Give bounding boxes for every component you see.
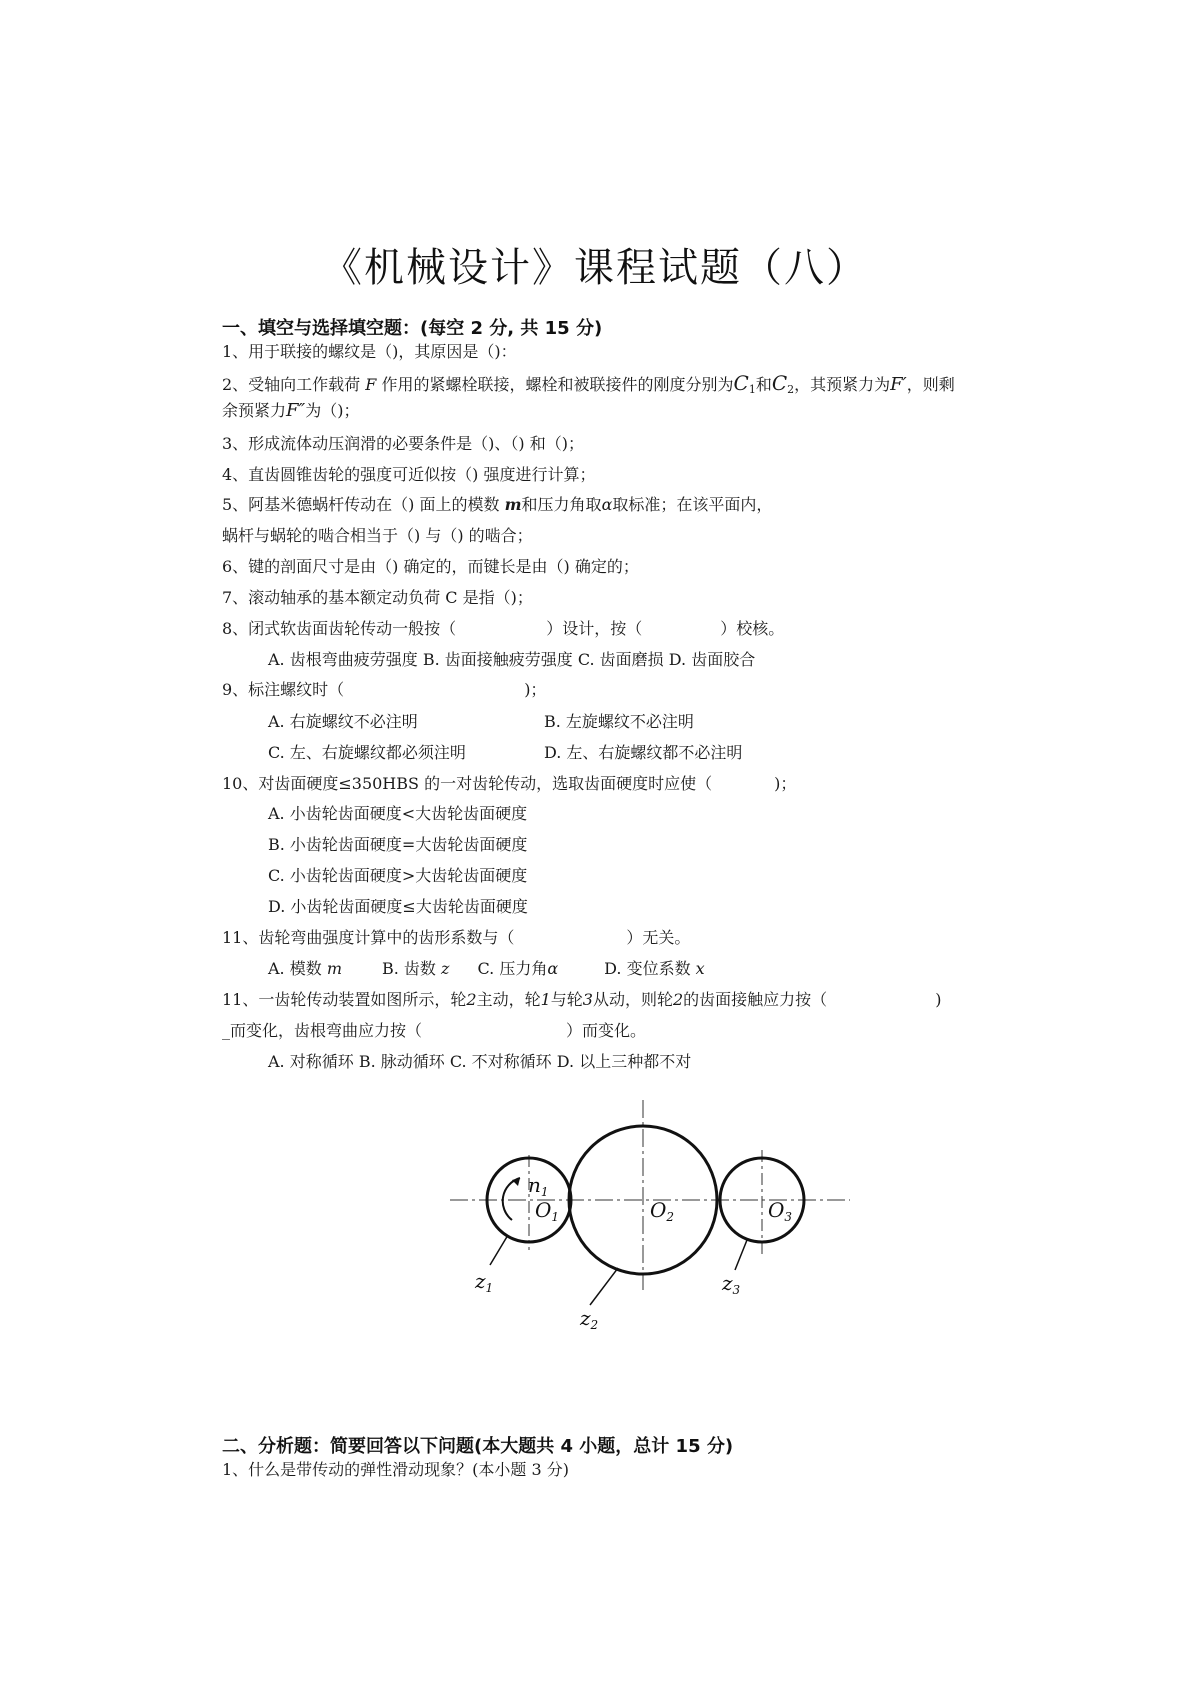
stiffness-c2-sub: 2	[787, 383, 795, 396]
z3-leader-line	[735, 1240, 747, 1270]
question-12-text-g: _而变化，齿根弯曲应力按（	[222, 1021, 423, 1040]
question-8-options: A. 齿根弯曲疲劳强度 B. 齿面接触疲劳强度 C. 齿面磨损 D. 齿面胶合	[268, 650, 756, 669]
rotation-n1-label: $n_1$	[528, 1173, 549, 1199]
question-12-text-e: 的齿面接触应力按（	[683, 990, 828, 1009]
stiffness-c2-symbol: C	[771, 371, 788, 395]
question-7: 7、滚动轴承的基本额定动负荷 C 是指（)；	[222, 588, 533, 607]
center-o2-label: $O_2$	[650, 1198, 675, 1224]
stiffness-c1-symbol: C	[733, 371, 749, 395]
question-12-text-b: 主动，轮	[476, 990, 541, 1009]
question-8-text-a: 8、闭式软齿面齿轮传动一般按（	[222, 619, 457, 638]
question-5-text-b: 和压力角取	[521, 495, 602, 514]
question-8	[222, 619, 784, 639]
section-2-heading: 二、分析题：简要回答以下问题(本大题共 4 小题，总计 15 分)	[222, 1436, 734, 1457]
question-9-text-b: )；	[524, 680, 547, 699]
z2-leader-line	[590, 1268, 618, 1305]
question-9-option-b: B. 左旋螺纹不必注明	[544, 712, 694, 731]
question-2-text-f: 为（)；	[305, 401, 360, 420]
question-8-text-b: ）设计，按（	[546, 619, 643, 638]
question-11-option-d: D. 变位系数	[604, 959, 691, 978]
question-9-text-a: 9、标注螺纹时（	[222, 680, 345, 699]
gear-train-diagram	[450, 1100, 850, 1330]
option-b-symbol: z	[441, 959, 450, 978]
question-2-and: 和	[755, 375, 772, 394]
question-2-line-1	[222, 373, 955, 400]
question-12-text-c: 与轮	[550, 990, 583, 1009]
section-1-heading: 一、填空与选择填空题：(每空 2 分, 共 15 分)	[222, 318, 603, 339]
question-2-text-d: ，则剩	[906, 375, 955, 394]
question-2-text-a: 2、受轴向工作载荷	[222, 375, 361, 394]
question-12-line-1	[222, 990, 941, 1010]
question-2-text-e: 余预紧力	[222, 401, 287, 420]
option-c-symbol: α	[547, 959, 559, 978]
page-title: 《机械设计》课程试题（八）	[322, 245, 868, 291]
question-11-options	[268, 959, 705, 979]
question-12-options: A. 对称循环 B. 脉动循环 C. 不对称循环 D. 以上三种都不对	[268, 1052, 692, 1071]
question-9-option-a: A. 右旋螺纹不必注明	[268, 712, 418, 731]
question-10-text-b: )；	[774, 774, 797, 793]
pressure-angle-symbol: α	[601, 495, 613, 514]
gear-1-number: 1	[540, 990, 551, 1009]
question-2-text-b: 作用的紧螺栓联接，螺栓和被联接件的刚度分别为	[381, 375, 734, 394]
question-10-option-c: C. 小齿轮齿面硬度>大齿轮齿面硬度	[268, 866, 528, 885]
option-d-symbol: x	[695, 959, 705, 978]
question-5-line-2: 蜗杆与蜗轮的啮合相当于（) 与（) 的啮合；	[222, 526, 533, 545]
option-a-symbol: m	[326, 959, 342, 978]
question-8-text-c: ）校核。	[720, 619, 785, 638]
question-10	[222, 774, 796, 794]
question-5-line-1	[222, 495, 772, 515]
force-f-symbol: F	[365, 375, 377, 394]
question-10-option-b: B. 小齿轮齿面硬度=大齿轮齿面硬度	[268, 835, 528, 854]
center-o1-label: $O_1$	[535, 1198, 560, 1224]
question-11	[222, 928, 690, 948]
question-4: 4、直齿圆锥齿轮的强度可近似按（) 强度进行计算；	[222, 465, 596, 484]
question-11-text-b: ）无关。	[626, 928, 691, 947]
question-12-text-h: ）而变化。	[566, 1021, 647, 1040]
question-11-option-b: B. 齿数	[382, 959, 436, 978]
residual-preload-symbol: F″	[286, 400, 306, 421]
question-9	[222, 680, 546, 700]
gear-z3-label: $z_3$	[722, 1271, 741, 1297]
gear-z2-label: $z_2$	[580, 1306, 599, 1330]
question-3: 3、形成流体动压润滑的必要条件是（)、（) 和（)；	[222, 434, 584, 453]
z1-leader-line	[490, 1235, 508, 1265]
gear-2-number-b: 2	[672, 990, 684, 1009]
question-1: 1、用于联接的螺纹是（)，其原因是（)：	[222, 342, 517, 361]
question-9-option-c: C. 左、右旋螺纹都必须注明	[268, 743, 466, 762]
question-10-option-d: D. 小齿轮齿面硬度≤大齿轮齿面硬度	[268, 897, 528, 916]
question-11-option-a: A. 模数	[268, 959, 322, 978]
question-6: 6、键的剖面尺寸是由（) 确定的，而键长是由（) 确定的；	[222, 557, 639, 576]
section-2-question-1: 1、什么是带传动的弹性滑动现象？(本小题 3 分)	[222, 1460, 570, 1479]
question-11-text-a: 11、齿轮弯曲强度计算中的齿形系数与（	[222, 928, 515, 947]
question-12-text-d: 从动，则轮	[592, 990, 673, 1009]
gear-3-number: 3	[582, 990, 593, 1009]
question-10-option-a: A. 小齿轮齿面硬度<大齿轮齿面硬度	[268, 804, 528, 823]
question-12-text-f: )	[935, 990, 942, 1009]
preload-fprime-symbol: F′	[890, 374, 907, 395]
question-10-text-a: 10、对齿面硬度≤350HBS 的一对齿轮传动，选取齿面硬度时应使（	[222, 774, 713, 793]
center-o3-label: $O_3$	[768, 1198, 793, 1224]
question-5-text-c: 取标准；在该平面内，	[612, 495, 773, 514]
question-5-text-a: 5、阿基米德蜗杆传动在（) 面上的模数	[222, 495, 500, 514]
question-11-option-c: C. 压力角	[477, 959, 548, 978]
question-9-option-d: D. 左、右旋螺纹都不必注明	[544, 743, 743, 762]
module-m-symbol: m	[504, 495, 522, 514]
question-12-line-2	[222, 1021, 646, 1041]
question-12-text-a: 11、一齿轮传动装置如图所示，轮	[222, 990, 467, 1009]
stiffness-c1-sub: 1	[748, 383, 756, 396]
question-2-line-2	[222, 401, 359, 421]
gear-2-number: 2	[466, 990, 477, 1009]
question-2-text-c: ，其预紧力为	[794, 375, 891, 394]
gear-z1-label: $z_1$	[475, 1269, 494, 1295]
